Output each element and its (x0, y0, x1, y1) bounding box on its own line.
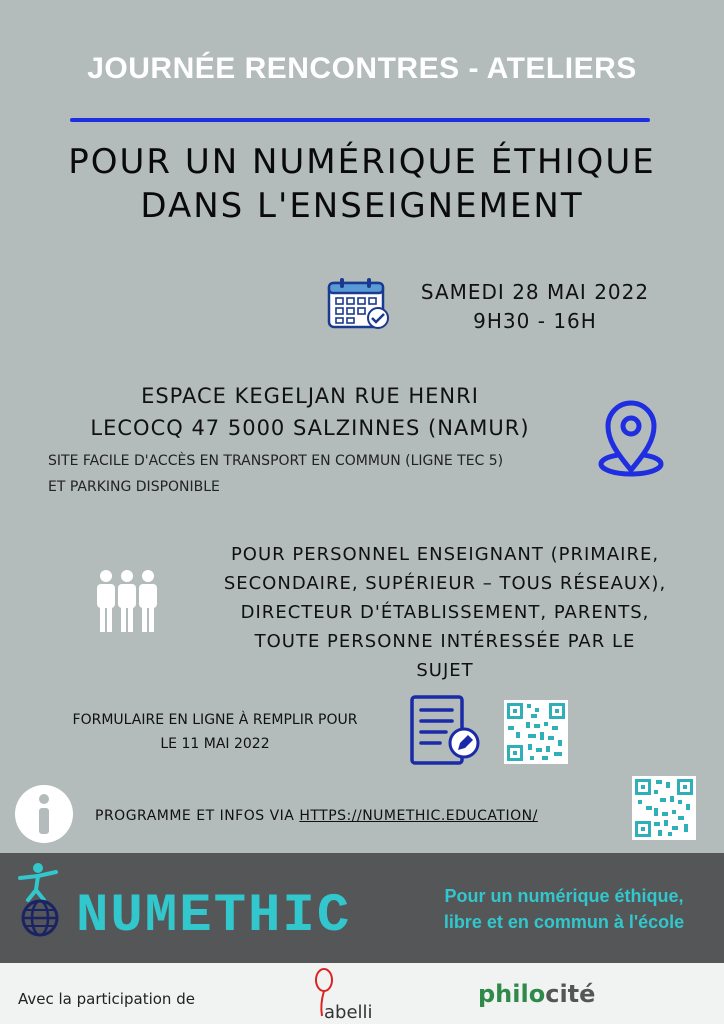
event-date (400, 278, 670, 336)
event-hours: 9H30 - 16H (473, 309, 597, 333)
numethic-logo (76, 886, 390, 938)
address-line-1: ESPACE KEGELJAN RUE HENRI (141, 384, 479, 408)
website-link[interactable]: HTTPS://NUMETHIC.EDUCATION/ (299, 808, 538, 824)
registration-line-2: LE 11 MAI 2022 (160, 736, 270, 752)
globe-figure-icon (14, 860, 70, 938)
info-icon (14, 784, 74, 844)
philocite-part1: philo (478, 980, 546, 1008)
location-pin-icon (596, 400, 666, 480)
title-divider (70, 118, 650, 122)
page-title (0, 140, 724, 228)
event-kind: JOURNÉE RENCONTRES - ATELIERS (87, 52, 637, 85)
audience-line-3: DIRECTEUR D'ÉTABLISSEMENT, PARENTS, (240, 602, 650, 623)
title-line-1: POUR UN NUMÉRIQUE ÉTHIQUE (68, 142, 656, 182)
tagline-line-1: Pour un numérique éthique, (444, 886, 684, 906)
registration-text (30, 708, 400, 756)
svg-text:philocité (478, 980, 595, 1008)
event-date-day: SAMEDI 28 MAI 2022 (420, 280, 650, 304)
info-text (95, 808, 538, 824)
title-line-2: DANS L'ENSEIGNEMENT (140, 186, 584, 226)
access-info (48, 448, 588, 500)
brand-tagline (408, 883, 720, 935)
registration-line-1: FORMULAIRE EN LIGNE À REMPLIR POUR (72, 712, 358, 728)
audience-text (180, 540, 710, 685)
philocite-logo (476, 974, 606, 1014)
people-icon (92, 566, 162, 636)
website-qr-code[interactable] (632, 776, 696, 840)
location-address (40, 380, 580, 444)
info-prefix: PROGRAMME ET INFOS VIA (95, 808, 300, 824)
tagline-line-2: libre et en commun à l'école (443, 912, 685, 932)
audience-line-5: SUJET (416, 660, 474, 681)
registration-qr-code[interactable] (504, 700, 568, 764)
address-line-2: LECOCQ 47 5000 SALZINNES (NAMUR) (90, 416, 530, 440)
labelli-logo (310, 966, 384, 1022)
form-edit-icon (408, 694, 484, 768)
partners-label: Avec la participation de (18, 990, 195, 1008)
audience-line-2: SECONDAIRE, SUPÉRIEUR – TOUS RÉSEAUX), (223, 573, 667, 594)
access-line-1: SITE FACILE D'ACCÈS EN TRANSPORT EN COMMUN (LIGNE TEC 5) (48, 453, 504, 469)
access-line-2: ET PARKING DISPONIBLE (48, 479, 220, 495)
audience-line-4: TOUTE PERSONNE INTÉRESSÉE PAR LE (254, 631, 636, 652)
calendar-icon (326, 276, 392, 332)
labelli-text: abelli (324, 1002, 373, 1022)
philocite-part2: cité (545, 980, 596, 1008)
audience-line-1: POUR PERSONNEL ENSEIGNANT (PRIMAIRE, (230, 544, 660, 565)
logo-text: NUMETHIC (76, 886, 352, 938)
